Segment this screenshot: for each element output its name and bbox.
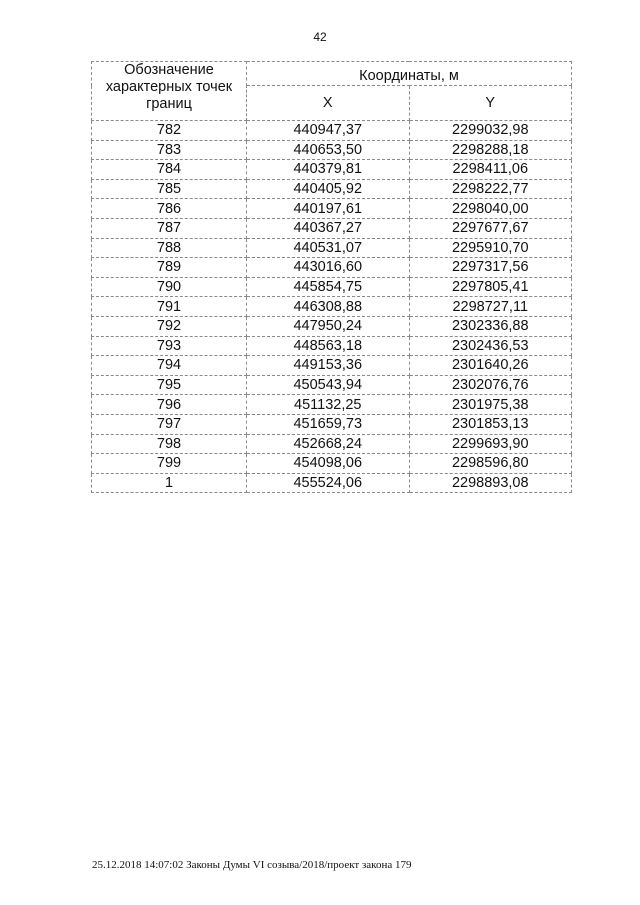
y-coordinate-cell: 2297317,56 <box>409 258 572 278</box>
y-coordinate-cell: 2301853,13 <box>409 414 572 434</box>
y-coordinate-cell: 2302336,88 <box>409 316 572 336</box>
table-row <box>92 473 572 493</box>
x-coordinate-cell: 449153,36 <box>247 356 410 376</box>
table-row <box>92 454 572 474</box>
table-row <box>92 160 572 180</box>
point-id-cell: 792 <box>92 316 247 336</box>
x-coordinate-cell: 452668,24 <box>247 434 410 454</box>
y-coordinate-cell: 2301640,26 <box>409 356 572 376</box>
table-row <box>92 336 572 356</box>
y-coordinate-cell: 2298727,11 <box>409 297 572 317</box>
table-row <box>92 434 572 454</box>
y-coordinate-cell: 2298596,80 <box>409 454 572 474</box>
table-row <box>92 297 572 317</box>
point-id-cell: 798 <box>92 434 247 454</box>
y-coordinate-cell: 2297805,41 <box>409 277 572 297</box>
x-coordinate-cell: 446308,88 <box>247 297 410 317</box>
y-coordinate-cell: 2298288,18 <box>409 140 572 160</box>
point-label-header: Обозначение характерных точек границ <box>92 62 247 121</box>
footer-stamp: 25.12.2018 14:07:02 Законы Думы VI созыва/2018/проект закона 179 <box>92 859 412 871</box>
point-id-cell: 782 <box>92 121 247 141</box>
table-row <box>92 218 572 238</box>
point-id-cell: 785 <box>92 179 247 199</box>
point-id-cell: 796 <box>92 395 247 415</box>
table-row <box>92 277 572 297</box>
y-coordinate-cell: 2299032,98 <box>409 121 572 141</box>
point-id-cell: 791 <box>92 297 247 317</box>
y-coordinate-cell: 2298222,77 <box>409 179 572 199</box>
y-coordinate-cell: 2297677,67 <box>409 218 572 238</box>
x-coordinate-cell: 440379,81 <box>247 160 410 180</box>
point-id-cell: 783 <box>92 140 247 160</box>
y-coordinate-cell: 2298411,06 <box>409 160 572 180</box>
table-row <box>92 199 572 219</box>
x-coordinate-cell: 445854,75 <box>247 277 410 297</box>
point-id-cell: 786 <box>92 199 247 219</box>
page-number: 42 <box>313 30 327 44</box>
table-body <box>92 121 572 493</box>
x-coordinate-cell: 451132,25 <box>247 395 410 415</box>
y-coordinate-cell: 2302076,76 <box>409 375 572 395</box>
table-row <box>92 356 572 376</box>
table-row <box>92 238 572 258</box>
point-id-cell: 1 <box>92 473 247 493</box>
x-coordinate-cell: 440367,27 <box>247 218 410 238</box>
table-row <box>92 375 572 395</box>
x-coordinate-cell: 447950,24 <box>247 316 410 336</box>
x-coordinate-cell: 440405,92 <box>247 179 410 199</box>
point-id-cell: 794 <box>92 356 247 376</box>
table-row <box>92 395 572 415</box>
y-coordinate-cell: 2298040,00 <box>409 199 572 219</box>
x-coordinate-cell: 448563,18 <box>247 336 410 356</box>
point-id-cell: 787 <box>92 218 247 238</box>
x-coordinate-cell: 451659,73 <box>247 414 410 434</box>
y-coordinate-cell: 2301975,38 <box>409 395 572 415</box>
x-coordinate-cell: 454098,06 <box>247 454 410 474</box>
table-row <box>92 179 572 199</box>
point-id-cell: 790 <box>92 277 247 297</box>
table-row <box>92 316 572 336</box>
point-id-cell: 784 <box>92 160 247 180</box>
table-row <box>92 121 572 141</box>
x-coordinate-cell: 440531,07 <box>247 238 410 258</box>
y-coordinate-cell: 2295910,70 <box>409 238 572 258</box>
y-coordinate-cell: 2298893,08 <box>409 473 572 493</box>
table-row <box>92 140 572 160</box>
x-column-header: X <box>247 86 410 121</box>
x-coordinate-cell: 440947,37 <box>247 121 410 141</box>
y-column-header: Y <box>409 86 572 121</box>
table-row <box>92 258 572 278</box>
point-id-cell: 789 <box>92 258 247 278</box>
x-coordinate-cell: 450543,94 <box>247 375 410 395</box>
y-coordinate-cell: 2299693,90 <box>409 434 572 454</box>
point-id-cell: 788 <box>92 238 247 258</box>
x-coordinate-cell: 440197,61 <box>247 199 410 219</box>
coordinates-table <box>91 61 572 493</box>
x-coordinate-cell: 440653,50 <box>247 140 410 160</box>
point-id-cell: 793 <box>92 336 247 356</box>
table-row <box>92 414 572 434</box>
x-coordinate-cell: 455524,06 <box>247 473 410 493</box>
point-id-cell: 799 <box>92 454 247 474</box>
coordinates-group-header: Координаты, м <box>247 62 572 86</box>
y-coordinate-cell: 2302436,53 <box>409 336 572 356</box>
point-id-cell: 795 <box>92 375 247 395</box>
x-coordinate-cell: 443016,60 <box>247 258 410 278</box>
point-id-cell: 797 <box>92 414 247 434</box>
